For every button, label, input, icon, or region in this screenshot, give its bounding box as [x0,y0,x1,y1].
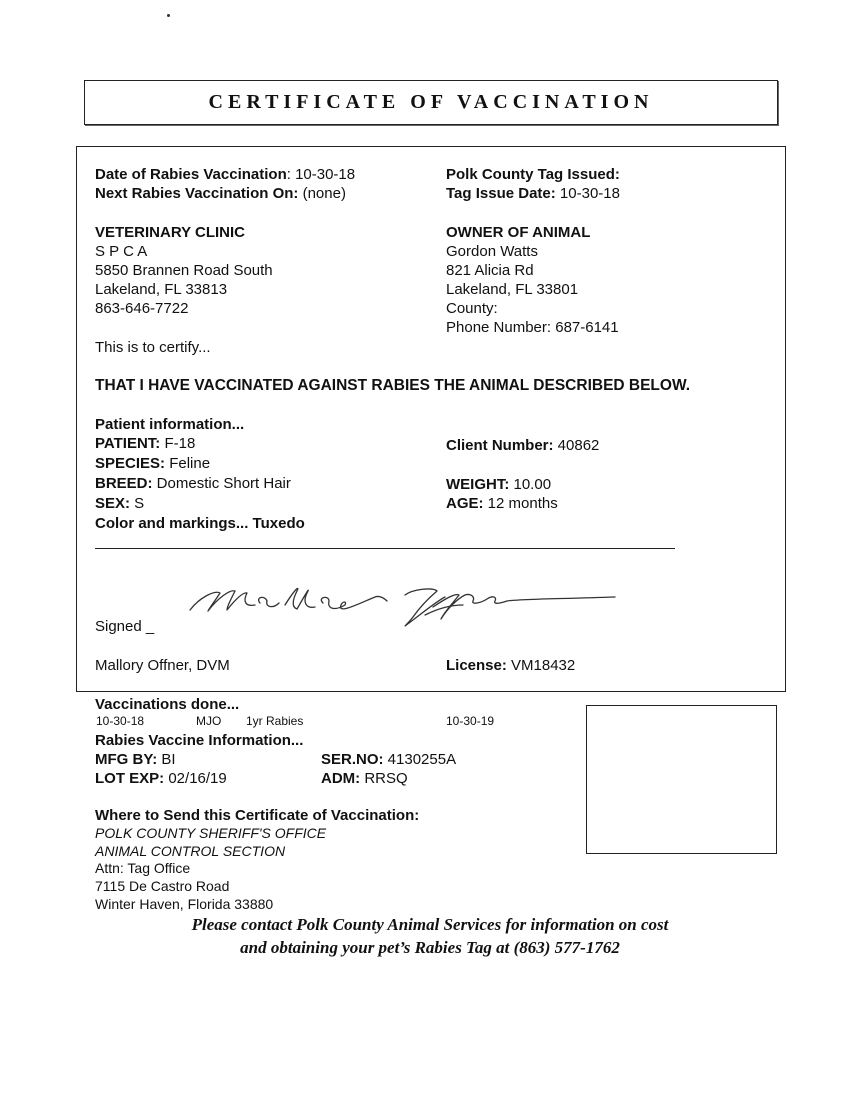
adm-line [321,769,408,788]
mfg-value: BI [157,751,176,768]
clinic-name: S P C A [95,243,148,260]
footer-line-1: Please contact Polk County Animal Services for information on cost [191,915,669,934]
clinic-address-1: 5850 Brannen Road South [95,262,273,279]
send-to-line-1: POLK COUNTY SHERIFF'S OFFICE [95,825,327,841]
client-number-line [446,436,599,455]
vaccination-record-initials: MJO [196,714,222,728]
age-value: 12 months [483,495,558,512]
owner-county: County: [446,300,498,317]
mfg-label: MFG BY: [95,751,158,768]
owner-phone: Phone Number: 687-6141 [446,319,619,336]
scan-speck [167,14,170,17]
lot-exp-label: LOT EXP: [95,770,165,787]
lot-exp-value: 02/16/19 [164,770,227,787]
serial-line [321,750,456,769]
color-value: Tuxedo [248,515,305,532]
patient-heading: Patient information... [95,416,245,433]
tag-issued-label: Polk County Tag Issued: [446,166,620,183]
handwritten-signature [175,575,625,635]
tag-issue-date-label: Tag Issue Date: [446,185,556,202]
send-to-line-4: 7115 De Castro Road [95,878,230,894]
breed-label: BREED: [95,475,153,492]
vaccination-record-date: 10-30-18 [96,714,145,728]
color-line [95,514,305,533]
certify-text: This is to certify... [95,339,211,356]
sex-label: SEX: [95,495,131,512]
vaccination-date-value: : 10-30-18 [286,166,356,183]
title-box [84,80,778,125]
tag-stamp-box [586,705,777,854]
license-line [446,656,575,675]
vaccination-record-due: 10-30-19 [446,714,495,728]
next-vaccination-value: (none) [298,185,346,202]
species-line [95,454,210,473]
adm-value: RRSQ [360,770,408,787]
tag-issue-date-value: 10-30-18 [555,185,620,202]
vet-name: Mallory Offner, DVM [95,657,230,674]
color-label: Color and markings... [95,515,249,532]
client-number-label: Client Number: [446,437,554,454]
breed-line [95,474,291,493]
divider-line [95,548,675,549]
sex-line [95,494,144,513]
send-to-line-2: ANIMAL CONTROL SECTION [95,843,286,859]
next-vaccination-line [95,184,346,203]
age-line [446,494,558,513]
next-vaccination-label: Next Rabies Vaccination On: [95,185,299,202]
send-to-line-5: Winter Haven, Florida 33880 [95,896,274,912]
vaccine-info-heading: Rabies Vaccine Information... [95,732,304,749]
vaccination-date-label: Date of Rabies Vaccination [95,166,287,183]
owner-heading: OWNER OF ANIMAL [446,224,591,241]
breed-value: Domestic Short Hair [152,475,291,492]
footer-line-2: and obtaining your pet’s Rabies Tag at (863) 577-1762 [240,938,620,957]
clinic-phone: 863-646-7722 [95,300,189,317]
age-label: AGE: [446,495,484,512]
adm-label: ADM: [321,770,361,787]
patient-label: PATIENT: [95,435,161,452]
weight-line [446,475,551,494]
license-value: VM18432 [506,657,576,674]
owner-address-1: 821 Alicia Rd [446,262,534,279]
tag-issue-date-line [446,184,620,203]
send-to-heading: Where to Send this Certificate of Vaccination: [95,807,420,824]
owner-name: Gordon Watts [446,243,538,260]
weight-label: WEIGHT: [446,476,510,493]
species-label: SPECIES: [95,455,166,472]
vaccination-record-type: 1yr Rabies [246,714,304,728]
sex-value: S [130,495,145,512]
license-label: License: [446,657,507,674]
certificate-title: CERTIFICATE OF VACCINATION [208,91,654,113]
lot-exp-line [95,769,227,788]
species-value: Feline [165,455,211,472]
owner-address-2: Lakeland, FL 33801 [446,281,579,298]
mfg-line [95,750,176,769]
patient-value: F-18 [160,435,196,452]
clinic-address-2: Lakeland, FL 33813 [95,281,228,298]
client-number-value: 40862 [553,437,600,454]
clinic-heading: VETERINARY CLINIC [95,224,246,241]
signed-label: Signed _ [95,618,155,635]
send-to-line-3: Attn: Tag Office [95,860,191,876]
serial-value: 4130255A [383,751,457,768]
weight-value: 10.00 [509,476,552,493]
rabies-statement: THAT I HAVE VACCINATED AGAINST RABIES THE ANIMAL DESCRIBED BELOW. [95,377,691,394]
vaccination-date-line [95,165,355,184]
serial-label: SER.NO: [321,751,384,768]
patient-line [95,434,195,453]
vaccinations-heading: Vaccinations done... [95,696,240,713]
